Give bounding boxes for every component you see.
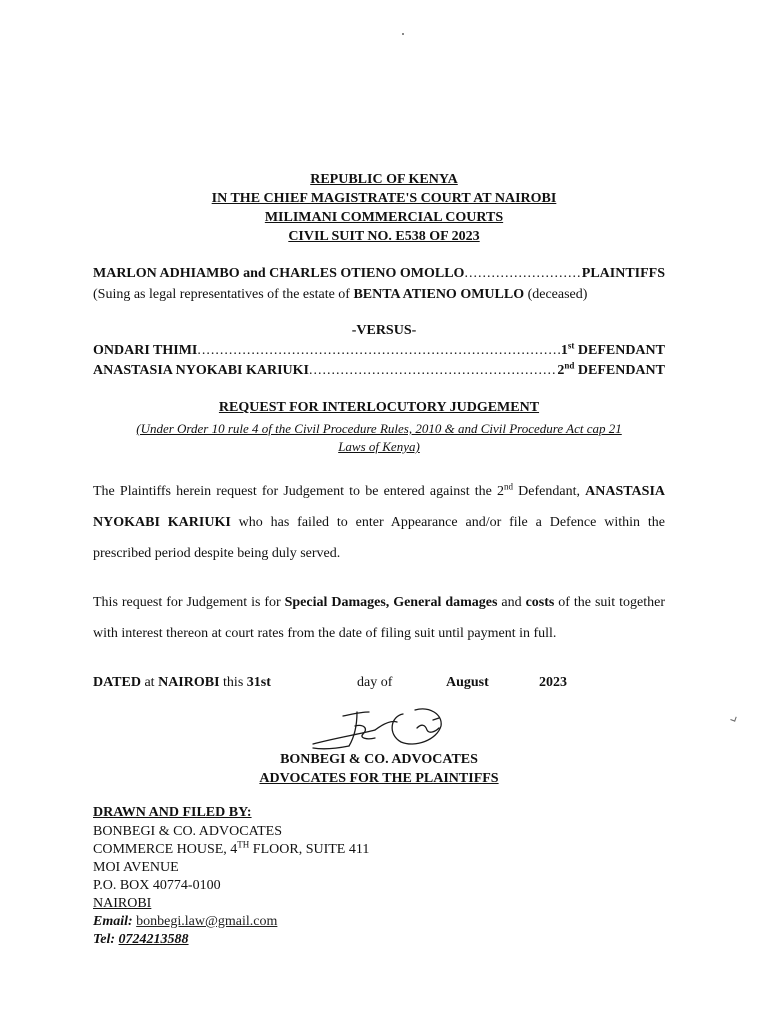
header-court: IN THE CHIEF MAGISTRATE'S COURT AT NAIROBI — [211, 191, 557, 206]
estate-name: BENTA ATIENO OMULLO — [353, 287, 525, 302]
suing-suffix: (deceased) — [524, 287, 588, 302]
tel-number[interactable]: 0724213588 — [118, 932, 189, 947]
dated-line: DATED at NAIROBI this 31st — [93, 675, 271, 690]
scan-speck — [730, 715, 736, 721]
request-subtitle-line1: (Under Order 10 rule 4 of the Civil Procedure Rules, 2010 & and Civil Procedure Act cap 21 — [136, 421, 622, 436]
plaintiffs-line — [93, 266, 665, 282]
drawn-tel-line — [93, 931, 189, 949]
defendant-2-role: 2nd DEFENDANT — [557, 360, 665, 378]
header-suit-number: CIVIL SUIT NO. E538 OF 2023 — [288, 229, 480, 244]
drawn-firm: BONBEGI & CO. ADVOCATES — [93, 824, 283, 839]
dated-day: 31st — [246, 675, 271, 690]
versus-label: -VERSUS- — [351, 323, 417, 338]
defendant-1-line — [93, 340, 665, 359]
tel-label: Tel: — [93, 932, 116, 947]
plaintiffs-names: MARLON ADHIAMBO and CHARLES OTIENO OMOLLO — [93, 266, 465, 281]
defendant-1-name: ONDARI THIMI — [93, 343, 198, 358]
header-courts-division: MILIMANI COMMERCIAL COURTS — [264, 210, 504, 225]
dated-day-of: day of — [357, 675, 393, 690]
email-link[interactable]: bonbegi.law@gmail.com — [136, 914, 278, 929]
header-republic: REPUBLIC OF KENYA — [310, 172, 458, 187]
signatory-capacity: ADVOCATES FOR THE PLAINTIFFS — [259, 771, 499, 786]
request-subtitle-line2: Laws of Kenya) — [338, 439, 420, 454]
email-label: Email: — [93, 914, 133, 929]
drawn-building: COMMERCE HOUSE, 4TH FLOOR, SUITE 411 — [93, 839, 370, 857]
plaintiffs-role: PLAINTIFFS — [581, 266, 665, 281]
dot-leader — [197, 343, 561, 359]
defendant-name-inline: ANASTASIA NYOKABI KARIUKI — [93, 484, 665, 530]
defendant-1-role: 1st DEFENDANT — [560, 340, 665, 358]
dot-leader — [309, 363, 557, 379]
drawn-heading: DRAWN AND FILED BY: — [93, 805, 252, 820]
suing-prefix: (Suing as legal representatives of the estate of — [93, 287, 354, 302]
dated-month: August — [446, 675, 489, 690]
dot-leader — [464, 266, 581, 282]
defendant-2-name: ANASTASIA NYOKABI KARIUKI — [93, 363, 310, 378]
signatory-firm: BONBEGI & CO. ADVOCATES — [280, 752, 478, 767]
drawn-street: MOI AVENUE — [93, 860, 179, 875]
drawn-email-line — [93, 913, 277, 931]
handwritten-signature — [305, 700, 465, 756]
defendant-2-line — [93, 360, 665, 379]
drawn-po-box: P.O. BOX 40774-0100 — [93, 878, 221, 893]
request-title: REQUEST FOR INTERLOCUTORY JUDGEMENT — [218, 400, 540, 415]
scan-speck — [402, 33, 404, 35]
drawn-city: NAIROBI — [93, 896, 152, 911]
plaintiffs-capacity — [93, 287, 587, 303]
paragraph-request: The Plaintiffs herein request for Judgement to be entered against the 2nd Defendant, ANASTASIA NYOKABI KARIUKI who has failed to enter Appearance and/or file a Defence within the prescribed period despite being duly served. — [93, 481, 665, 561]
dated-year: 2023 — [539, 675, 567, 690]
paragraph-damages: This request for Judgement is for Special Damages, General damages and costs of the suit together with interest thereon at court rates from the date of filing suit until payment in full. — [93, 595, 665, 641]
